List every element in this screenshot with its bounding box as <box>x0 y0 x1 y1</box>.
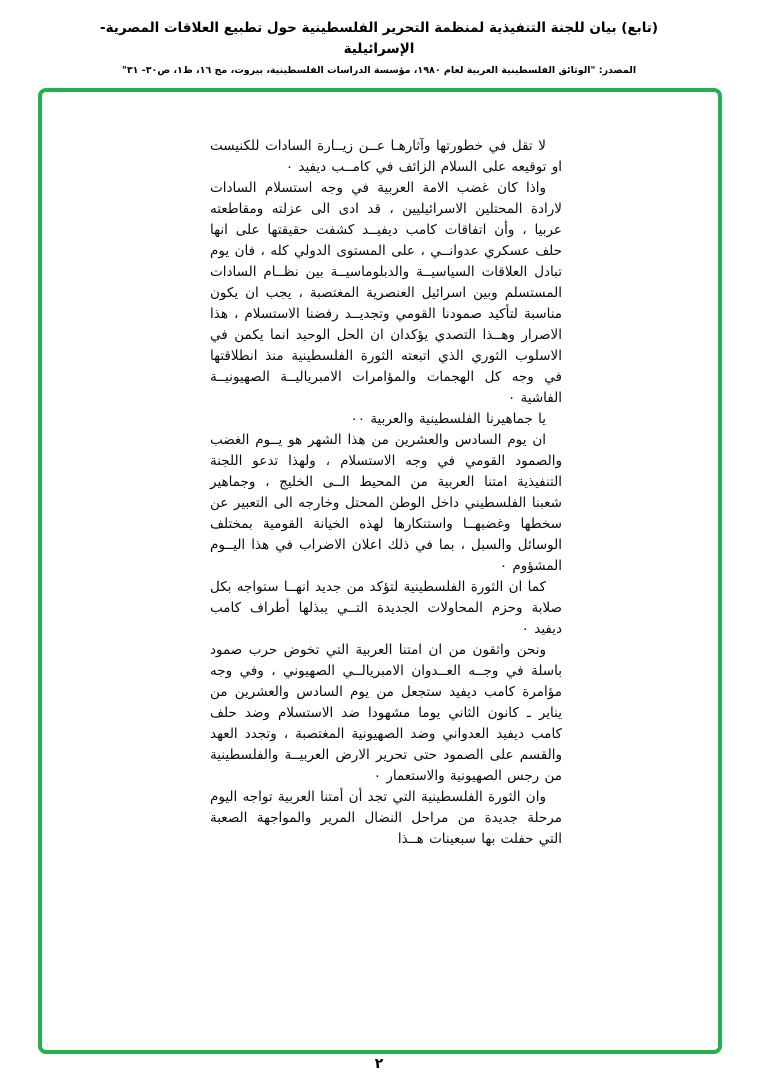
paragraph-1: لا تقل في خطورتها وآثارهـا عــن زيــارة السادات للكنيست او توقيعه على السلام الزائف في كامــب ديفيد ٠ <box>210 138 562 175</box>
paragraph-7: وان الثورة الفلسطينية التي تجد أن أمتنا العربية تواجه اليوم مرحلة جديدة من مراحل النضال المرير والمواجهة الصعبة التي حفلت بها سبعينات هــذا <box>210 789 562 847</box>
paragraph-4: ان يوم السادس والعشرين من هذا الشهر هو يــوم الغضب والصمود القومي في وجه الاستسلام ، ولهذا تدعو اللجنة التنفيذية امتنا العربية من المحيط الــى الخليج ، وجماهير شعبنا الفلسطيني داخل الوطن المحتل وخارجه الى التعبير عن سخطها وغضبهــا واستنكارها لهذه الخيانة القومية بمختلف الوسائل والسبل ، بما في ذلك اعلان الاضراب في هذا اليــوم المشؤوم ٠ <box>210 432 562 574</box>
paragraph-3: يا جماهيرنا الفلسطينية والعربية ٠٠ <box>350 411 546 427</box>
source-line: المصدر: "الوثائق الفلسطينية العربية لعام ١٩٨٠، مؤسسة الدراسات الفلسطينية، بيروت، مج ١٦، ط١، ص٣٠- ٣١" <box>121 64 637 76</box>
body-text-column <box>210 136 562 850</box>
document-title: (تابع) بيان للجنة التنفيذية لمنظمة التحرير الفلسطينية حول تطبيع العلاقات المصرية- الإسرائيلية <box>99 20 658 57</box>
document-header <box>0 0 758 76</box>
page-frame <box>38 88 722 1054</box>
paragraph-6: ونحن واثقون من ان امتنا العربية التي تخوض حرب صمود باسلة في وجــه العــدوان الامبريالــي الصهيوني ، وفي وجه مؤامرة كامب ديفيد ستجعل من يوم السادس والعشرين من يناير ـ كانون الثاني يوما مشهودا ضد الاستسلام وضد حلف كامب ديفيد العدواني وضد الصهيونية المغتصبة ، وتجدد العهد والقسم على الصمود حتى تحرير الارض العربيــة والفلسطينية من رجس الصهيونية والاستعمار ٠ <box>210 642 562 784</box>
paragraph-2: واذا كان غضب الامة العربية في وجه استسلام السادات لارادة المحتلين الاسرائيليين ، قد ادى الى عزلته ومقاطعته عربيا ، وأن اتفاقات كامب ديفيــد كشفت حقيقتها على انها حلف عسكري عدوانــي ، على المستوى الدولي كله ، فان يوم تبادل العلاقات السياسيــة والدبلوماسيــة بين نظــام السادات المستسلم وبين اسرائيل العنصرية المغتصبة ، يجب ان يكون مناسبة لتأكيد صمودنا القومي وتجديــد رفضنا الاستسلام ، هذا الاصرار وهــذا التصدي يؤكدان ان الحل الوحيد انما يكمن في الاسلوب الثوري الذي اتبعته الثورة الفلسطينية منذ انطلاقتها في وجه كل الهجمات والمؤامرات الامبرياليــة الصهيونيــة الفاشية ٠ <box>210 180 562 406</box>
paragraph-5: كما ان الثورة الفلسطينية لتؤكد من جديد انهــا ستواجه بكل صلابة وحزم المحاولات الجديدة التــي يبذلها أطراف كامب ديفيد ٠ <box>210 579 562 637</box>
page-number: ٢ <box>374 1056 384 1072</box>
